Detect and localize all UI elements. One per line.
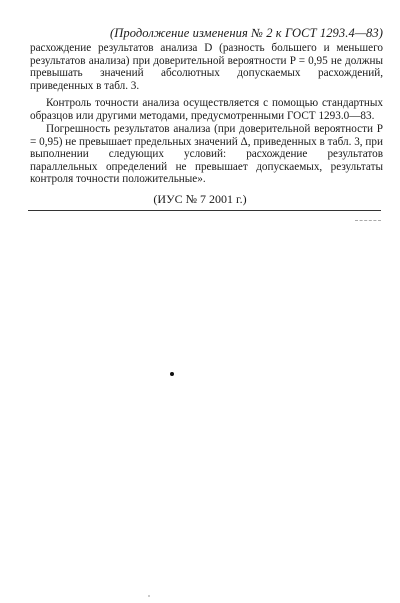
scan-dot (170, 372, 174, 376)
paragraph-1 (30, 42, 383, 92)
source-note: (ИУС № 7 2001 г.) (153, 192, 247, 206)
paragraph-3-text: Погрешность результатов анализа (при доверительной вероятности P = 0,95) не превышает предельных значений Δ, приведенных в табл. 3, при выполнении следующих условий: расхождение результатов параллельных определений не превышает допускаемых, результаты контроля точности положительные». (30, 123, 383, 186)
paragraph-2 (30, 97, 383, 122)
running-header: (Продолжение изменения № 2 к ГОСТ 1293.4—83) (109, 26, 383, 40)
paragraph-2-text: Контроль точности анализа осуществляется с помощью стандартных образцов или другими методами, предусмотренными ГОСТ 1293.0—83. (30, 97, 383, 122)
paragraph-1-text: расхождение результатов анализа D (разность большего и меньшего результатов анализа) при доверительной вероятности P = 0,95 не должны превышать значений абсолютных допускаемых расхождений, приведенных в табл. 3. (30, 42, 383, 92)
paragraph-3 (30, 123, 383, 186)
faint-dash-mark (355, 220, 381, 221)
horizontal-rule (28, 210, 381, 211)
scan-speck (148, 595, 150, 597)
